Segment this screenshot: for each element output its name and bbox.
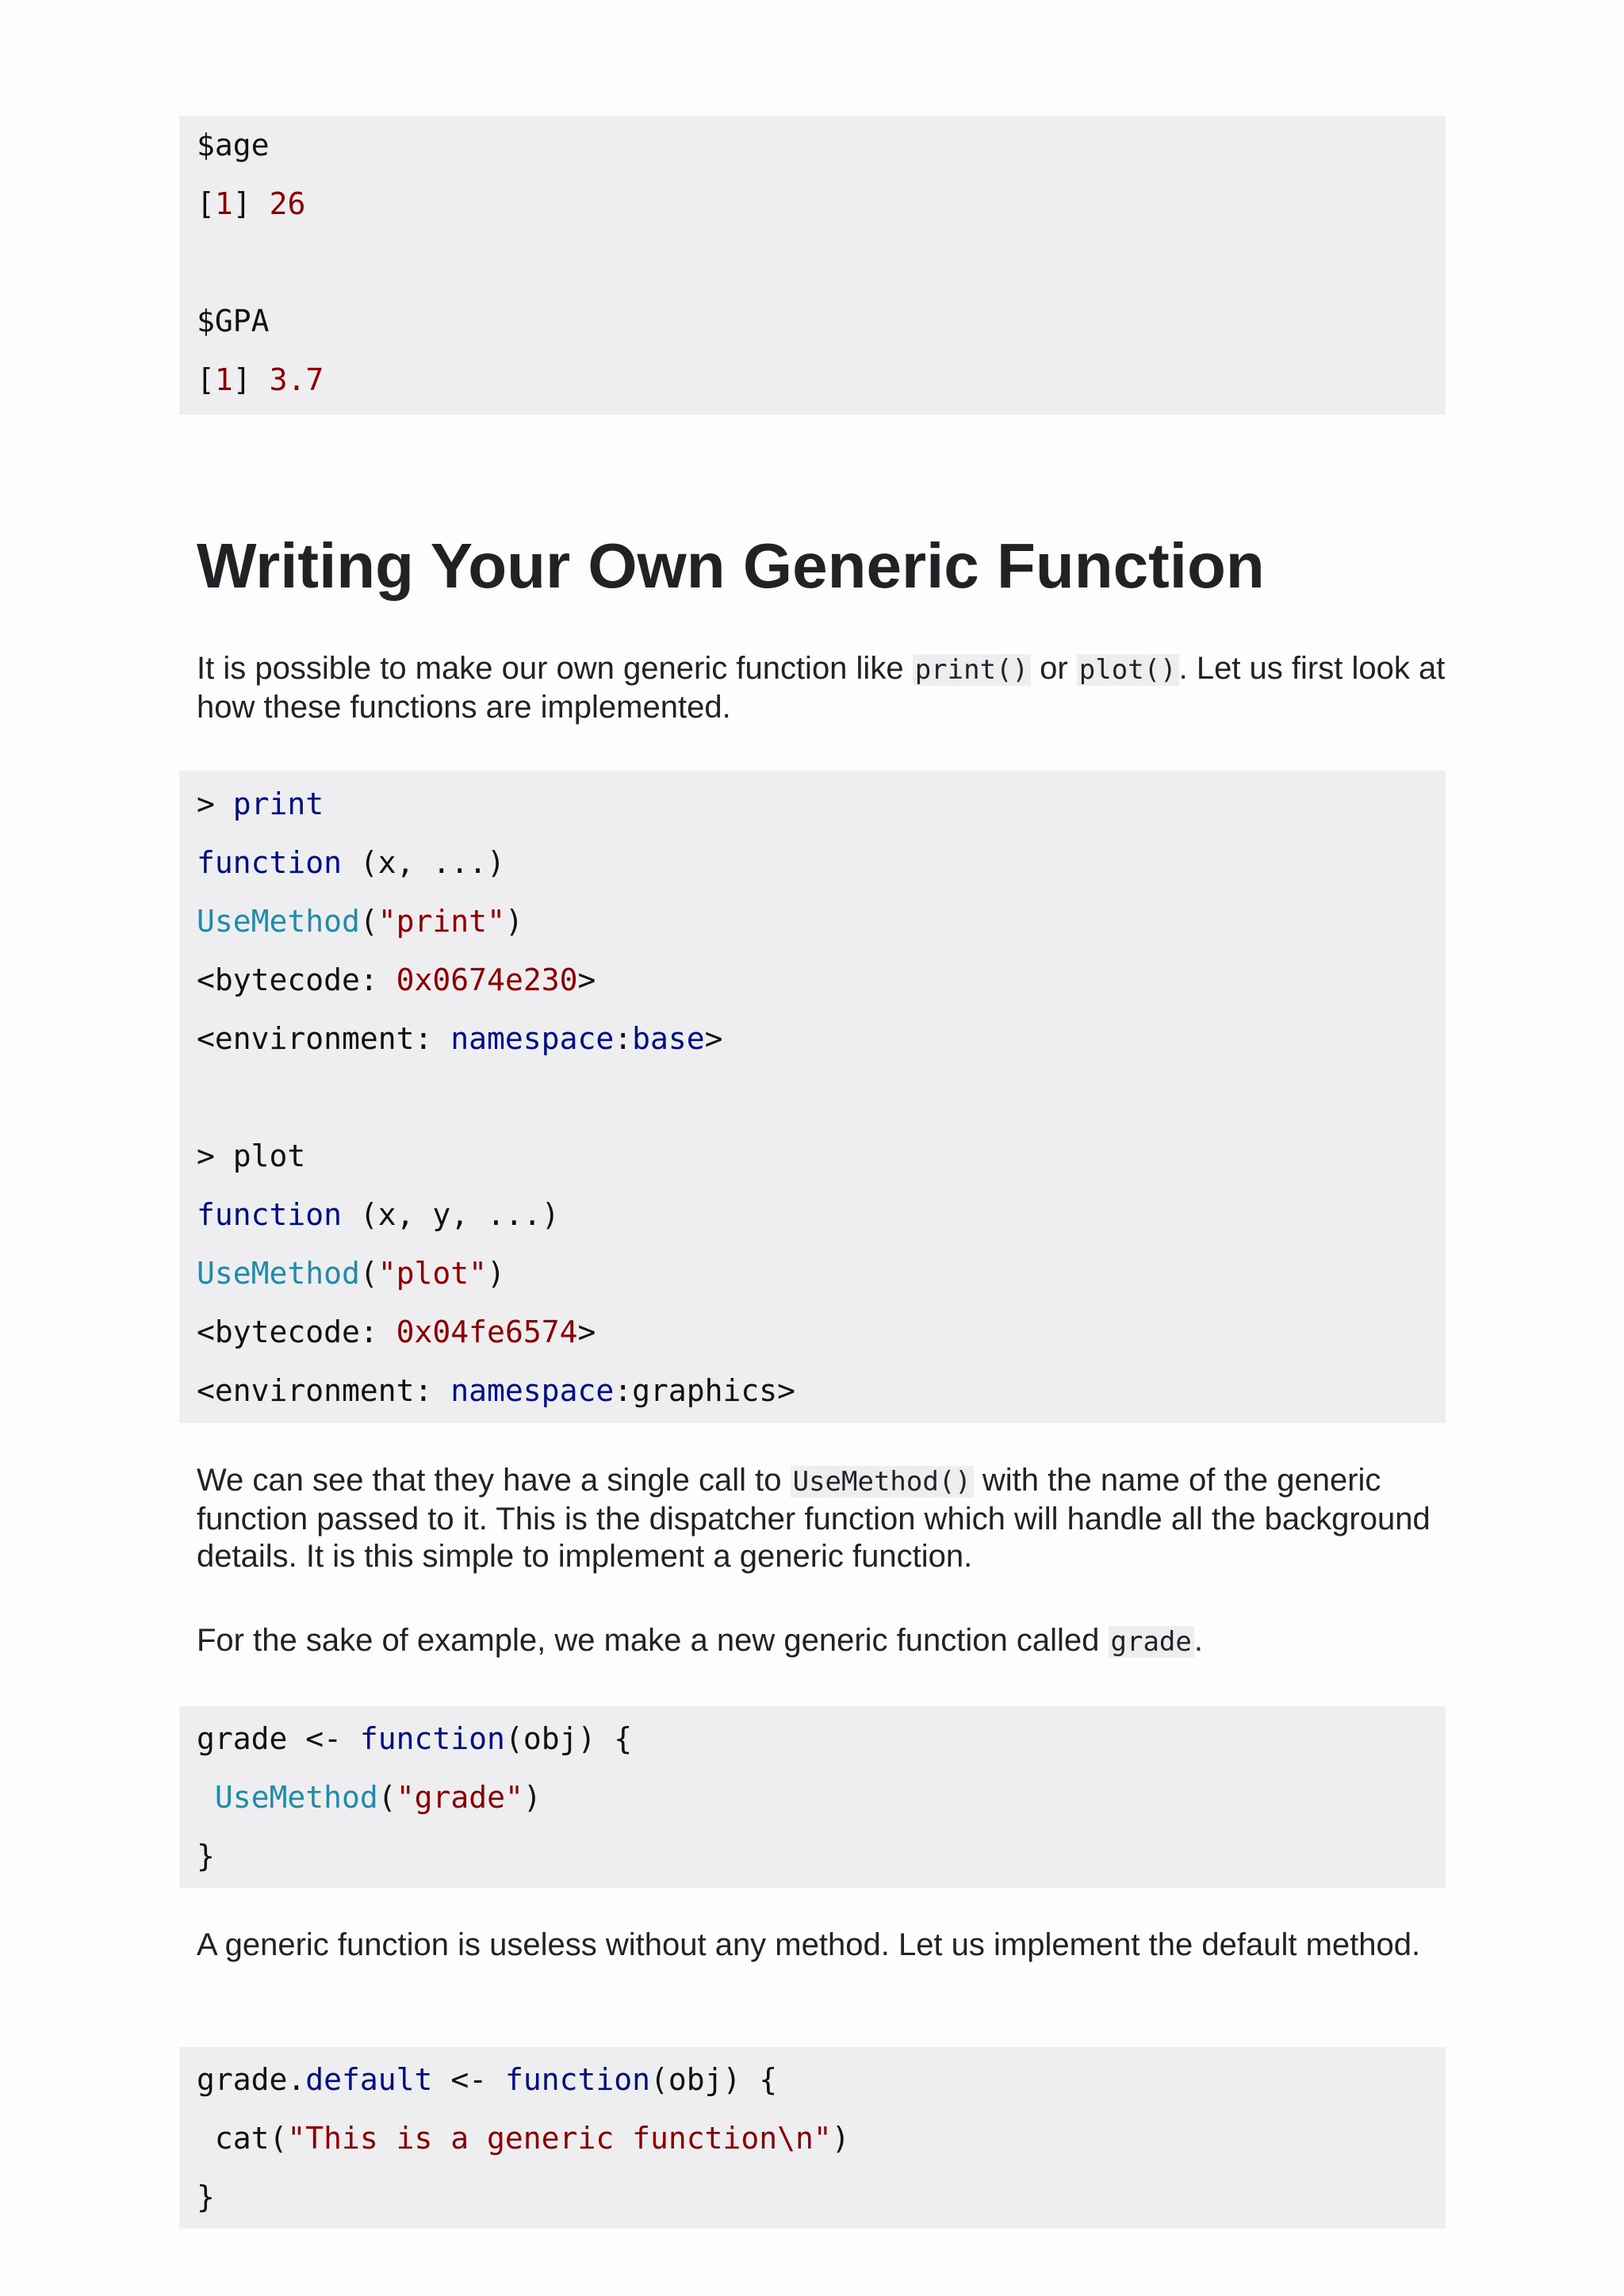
code-text: } [197, 1839, 215, 1873]
code-number: 3.7 [269, 362, 324, 397]
code-text: ( [359, 904, 378, 939]
code-text [197, 1780, 215, 1815]
code-line [197, 2109, 1446, 2168]
code-text: ] [232, 186, 251, 221]
code-text: grade <- [197, 1721, 360, 1756]
code-number: 1 [214, 186, 233, 221]
code-line [197, 1127, 1446, 1185]
paragraph-text: with the name of the generic function passed to it. This is the dispatcher function which will handle all the background details. It is this simple to implement a generic function. [197, 1463, 1431, 1574]
code-text: [ [197, 362, 215, 397]
code-string: "grade" [396, 1780, 523, 1815]
code-keyword: function [504, 2062, 650, 2097]
code-keyword: base [632, 1021, 705, 1056]
code-line [197, 1827, 1446, 1885]
code-line [197, 1361, 1446, 1420]
paragraph-example [197, 1622, 1457, 1661]
code-line [197, 951, 1446, 1009]
paragraph-text: A generic function is useless without any method. Let us implement the default method. [197, 1927, 1421, 1962]
inline-code: grade [1109, 1626, 1194, 1658]
code-text: > plot [197, 1138, 306, 1173]
code-line [197, 174, 1446, 233]
inline-code: print() [913, 654, 1031, 686]
code-line [197, 1709, 1446, 1768]
code-line [197, 350, 1446, 409]
code-function: UseMethod [197, 904, 360, 939]
code-text: <bytecode: [197, 962, 396, 997]
code-block-grade [179, 1706, 1446, 1888]
code-keyword: print [232, 786, 324, 821]
code-number: 26 [269, 186, 306, 221]
paragraph-text: For the sake of example, we make a new generic function called [197, 1623, 1109, 1658]
code-line [197, 1009, 1446, 1068]
paragraph-text: or [1030, 651, 1077, 686]
code-text: $GPA [197, 304, 270, 339]
code-text: ] [232, 362, 251, 397]
code-keyword: default [305, 2062, 433, 2097]
code-text: (x, y, ...) [342, 1197, 560, 1232]
paragraph-default-method [197, 1927, 1457, 1964]
code-line [197, 2168, 1446, 2226]
paragraph-text: . Let us first look at how these functions are implemented. [197, 651, 1446, 725]
code-text: $age [197, 128, 270, 163]
code-text: } [197, 2179, 215, 2214]
code-text: ) [831, 2121, 850, 2156]
code-text: <environment: [197, 1021, 451, 1056]
code-number: 1 [214, 362, 233, 397]
code-function: UseMethod [214, 1780, 378, 1815]
code-block-print-plot [179, 771, 1446, 1423]
code-line [197, 1303, 1446, 1361]
section-heading: Writing Your Own Generic Function [197, 530, 1265, 601]
code-text: > [577, 1314, 596, 1349]
code-number: 0x04fe6574 [396, 1314, 578, 1349]
code-text: (obj) { [649, 2062, 778, 2097]
code-block-output [179, 116, 1446, 415]
paragraph-intro [197, 650, 1457, 726]
code-line [197, 116, 1446, 174]
code-keyword: namespace [450, 1373, 615, 1408]
code-text: :graphics> [614, 1373, 795, 1408]
code-string: "plot" [377, 1256, 488, 1291]
code-block-grade-default [179, 2047, 1446, 2229]
code-line [197, 833, 1446, 892]
code-line [197, 775, 1446, 833]
inline-code: plot() [1077, 654, 1179, 686]
code-number: 0x0674e230 [396, 962, 578, 997]
code-text: ) [487, 1256, 505, 1291]
code-text: ( [377, 1780, 396, 1815]
code-text: <environment: [197, 1373, 451, 1408]
paragraph-dispatcher [197, 1462, 1457, 1575]
code-string: "print" [377, 904, 505, 939]
code-text: (x, ...) [342, 845, 505, 880]
code-line [197, 1768, 1446, 1827]
paragraph-text: . [1193, 1623, 1203, 1658]
code-line [197, 1244, 1446, 1303]
code-keyword: function [359, 1721, 505, 1756]
code-function: UseMethod [197, 1256, 360, 1291]
code-text: grade. [197, 2062, 306, 2097]
code-text: : [614, 1021, 633, 1056]
code-text: ) [523, 1780, 542, 1815]
code-text: <- [432, 2062, 505, 2097]
code-line [197, 292, 1446, 350]
code-line [197, 892, 1446, 951]
code-keyword: function [197, 845, 343, 880]
code-keyword: function [197, 1197, 343, 1232]
code-text: <bytecode: [197, 1314, 396, 1349]
code-text: [ [197, 186, 215, 221]
code-text: ) [504, 904, 523, 939]
code-text: > [197, 786, 233, 821]
code-line-blank [197, 1068, 1446, 1127]
code-line-blank [197, 233, 1446, 292]
code-text: cat( [197, 2121, 288, 2156]
code-text: > [577, 962, 596, 997]
code-line [197, 2050, 1446, 2109]
code-text: ( [359, 1256, 378, 1291]
code-keyword: namespace [450, 1021, 615, 1056]
code-text: (obj) { [504, 1721, 633, 1756]
code-string: "This is a generic function\n" [287, 2121, 832, 2156]
code-line [197, 1185, 1446, 1244]
code-text: > [704, 1021, 723, 1056]
paragraph-text: We can see that they have a single call to [197, 1463, 791, 1498]
inline-code: UseMethod() [791, 1466, 974, 1498]
paragraph-text: It is possible to make our own generic function like [197, 651, 913, 686]
